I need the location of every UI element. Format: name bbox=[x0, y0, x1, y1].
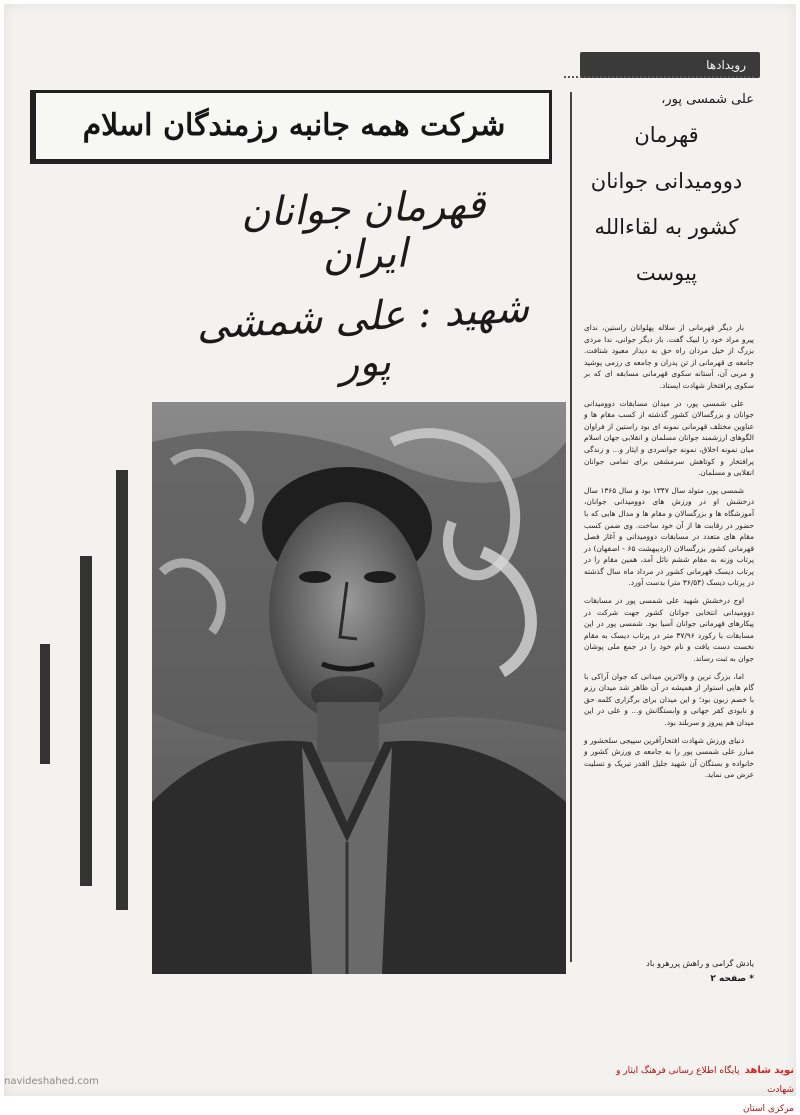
handwritten-caption-line2: شهید : علی شمشی پور bbox=[195, 285, 531, 388]
page-reference: * صفحه ۲ bbox=[710, 974, 754, 984]
article-paragraph: اما، بزرگ ترین و والاترین میدانی که جوان آراکی با گام هایی استوار از همیشه در آن ظاهر شد میدان رزم با خصم زبون بود؛ و این میدان برای برگزاری کلمه حق و نابودی کفر جهانی و وابستگانش و... و علی در این میدان هم پیروز و سربلند بود. bbox=[584, 671, 754, 727]
headline: شرکت همه جانبه رزمندگان اسلام bbox=[82, 108, 506, 143]
article-closing: یادش گرامی و راهش پررهرو باد bbox=[646, 959, 754, 968]
article-title-line: قهرمان bbox=[634, 123, 699, 147]
article-paragraph: بار دیگر قهرمانی از سلاله پهلوانان راستین، ندای پیرو مراد خود را لبیک گفت. بار دیگر جوانی، ندا مردی بزرگ از خیل مردان راه حق به دیدار معبود شتافت. جامعه ی قهرمانی از تن پدران و جامعه ی رزمی پوشید و مربی آن، آستانه سکوی قهرمانی مسابقه ای که بر سکوی پرافتخار شهادت ایستاد. bbox=[584, 323, 754, 390]
logo-title: نوید شاهد bbox=[744, 1065, 794, 1076]
article-title-line: کشور به لقاءالله bbox=[594, 215, 739, 239]
watermark-url: navideshahed.com bbox=[4, 1076, 99, 1087]
logo-line1: پایگاه اطلاع رسانی فرهنگ ایثار و شهادت bbox=[616, 1066, 794, 1095]
article-byline: علی شمسی پور، bbox=[661, 92, 754, 107]
article-paragraph: اوج درخشش شهید علی شمسی پور در مسابقات دوومیدانی انتخابی جوانان کشور جهت شرکت در پیکارهای قهرمانی جوانان آسیا بود. شمسی پور در این مسابقات با رکورد ۳۷/۹۶ متر در پرتاب دیسک به مقام نخست دست یافت و نام خود را در جمع ملی پوشان جوان به ثبت رساند. bbox=[584, 596, 754, 664]
decorative-bar bbox=[116, 470, 128, 910]
handwritten-caption-line1: قهرمان جوانان ایران bbox=[240, 181, 487, 280]
logo-line2: مرکزی استان bbox=[742, 1104, 794, 1114]
decorative-bar bbox=[80, 556, 92, 886]
section-tag: رویدادها bbox=[580, 52, 760, 78]
section-dotted-rule bbox=[564, 76, 754, 78]
article-header bbox=[579, 92, 754, 293]
article-body bbox=[584, 322, 754, 787]
article-paragraph: شمسی پور، متولد سال ۱۳۴۷ بود و سال ۱۳۶۵ سال درخشش او در ورزش های دوومیدانی جوانان، آموزشگاه ها و بزرگسالان و مقام ها و مدال هایی که با حضور در رقابت ها از آن خود ساخت. وی ضمن کسب مقام های متعدد در مسابقات دوومیدانی و آغاز فصل قهرمانی کشور بزرگسالان (اردیبهشت ۶۵ - اصفهان) در پرتاب وزنه به مقام ششم نائل آمد، همین مقام را در پرتاب دیسک قهرمانی کشور در مرداد ماه سال گذشته در پرتاب دیسک (۳۶/۵۴ متر) بدست آورد. bbox=[584, 485, 754, 588]
column-divider bbox=[570, 92, 572, 962]
article-title-line: دوومیدانی جوانان bbox=[590, 169, 743, 193]
newspaper-page bbox=[4, 4, 796, 1096]
portrait-drawing bbox=[152, 402, 566, 974]
article-paragraph: علی شمسی پور، در میدان مسابقات دوومیدانی جوانان و بزرگسالان کشور گذشته از کسب مقام ها و عناوین مختلف قهرمانی نمونه ای بود راستین از فراوان الگوهای ارزشمند جوانان مسلمان و انقلابی جهان اسلام میان نمونه اخلاق، نمونه جوانمردی و ایثار و... و زندگی پرافتخار و کوتاهش سرمشقی برای تمامی جوانان انقلابی و مسلمان. bbox=[584, 398, 754, 478]
martyr-portrait-photo bbox=[152, 402, 566, 974]
decorative-bar bbox=[40, 644, 50, 764]
publisher-logo bbox=[598, 1058, 794, 1114]
article-title-line: پیوست bbox=[635, 261, 698, 285]
article-paragraph: دنیای ورزش شهادت افتخارآفرین سپیجی سلحشور و مبارز علی شمسی پور را به جامعه ی ورزش کشور و خانواده و بستگان آن شهید جلیل القدر تبریک و تسلیت عرض می نماید. bbox=[584, 735, 754, 780]
